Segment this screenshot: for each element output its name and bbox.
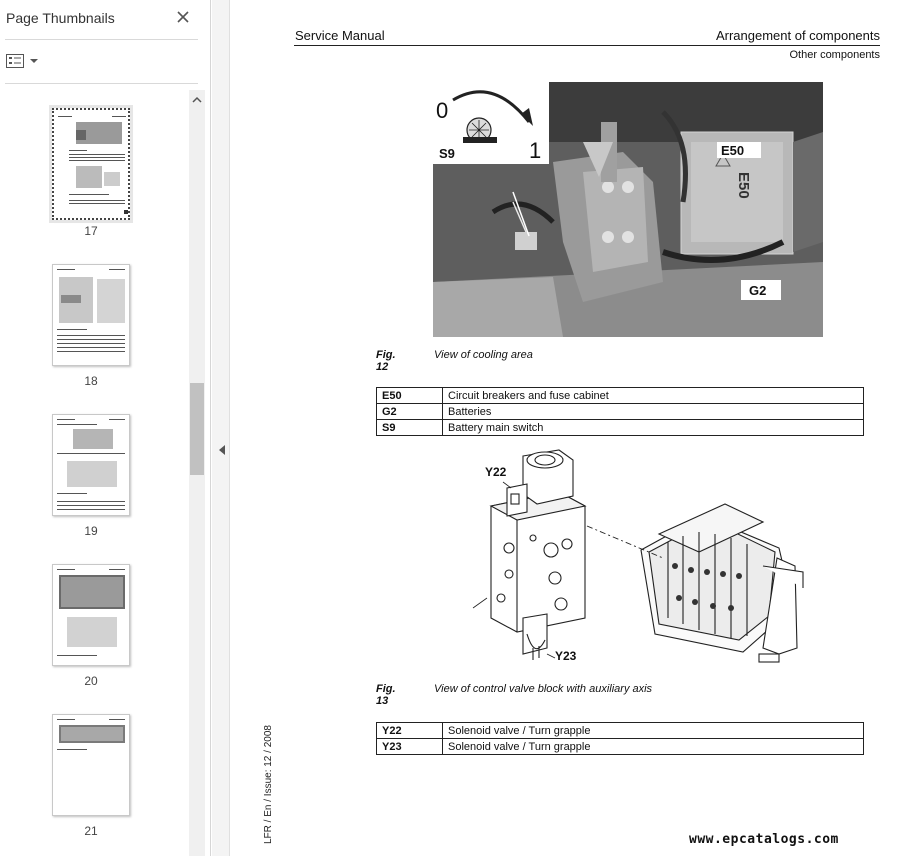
label-e50: E50 <box>721 143 745 158</box>
legend-code: S9 <box>377 420 443 436</box>
table-row <box>377 420 864 436</box>
label-g2: G2 <box>749 283 767 298</box>
label-y22: Y22 <box>485 465 507 479</box>
page-number-label: 18 <box>84 374 98 388</box>
control-valve-diagram <box>463 448 813 678</box>
divider <box>5 83 198 84</box>
divider <box>5 39 198 40</box>
panel-splitter[interactable] <box>212 0 230 856</box>
legend-desc: Batteries <box>443 404 864 420</box>
close-panel-button[interactable] <box>172 6 194 28</box>
figure-caption: View of cooling area <box>434 349 533 361</box>
close-icon <box>176 10 190 24</box>
page-thumbnail-20[interactable] <box>52 564 130 666</box>
legend-desc: Battery main switch <box>443 420 864 436</box>
legend-code: G2 <box>377 404 443 420</box>
panel-title: Page Thumbnails <box>6 10 115 26</box>
header-rule <box>294 45 880 46</box>
scroll-up-button[interactable] <box>189 90 205 108</box>
header-right: Arrangement of components <box>715 28 880 43</box>
thumbnail-options-button[interactable] <box>6 52 42 70</box>
legend-desc: Circuit breakers and fuse cabinet <box>443 388 864 404</box>
table-row <box>377 739 864 755</box>
document-page <box>231 0 901 856</box>
issue-side-text: LFR / En / Issue: 12 / 2008 <box>263 725 274 844</box>
header-left: Service Manual <box>295 28 385 43</box>
chevron-down-icon <box>30 58 38 64</box>
label-e50-rotated: E50 <box>735 172 752 199</box>
collapse-left-icon[interactable] <box>217 444 227 456</box>
thumbnail-scrollbar[interactable] <box>189 90 205 856</box>
table-row <box>377 388 864 404</box>
thumbnail-list <box>0 90 189 856</box>
legend-code: Y23 <box>377 739 443 755</box>
page-thumbnail-17[interactable] <box>52 108 130 220</box>
page-number-label: 17 <box>84 224 98 238</box>
figure-caption: View of control valve block with auxiliary axis <box>434 683 653 695</box>
figure-number: Fig. 13 <box>376 683 396 707</box>
legend-table-1 <box>376 387 864 436</box>
switch-position-0: 0 <box>436 98 449 123</box>
label-s9: S9 <box>439 146 455 161</box>
page-thumbnail-19[interactable] <box>52 414 130 516</box>
figure-number: Fig. 12 <box>376 349 396 373</box>
switch-position-1: 1 <box>529 138 542 163</box>
cooling-area-photo <box>433 82 823 337</box>
legend-desc: Solenoid valve / Turn grapple <box>443 739 864 755</box>
legend-table-2 <box>376 722 864 755</box>
scrollbar-thumb[interactable] <box>190 383 204 475</box>
legend-code: Y22 <box>377 723 443 739</box>
watermark-text: www.epcatalogs.com <box>689 832 839 847</box>
panel-header <box>0 0 211 38</box>
page-thumbnail-21[interactable] <box>52 714 130 816</box>
thumbnails-panel <box>0 0 211 856</box>
page-thumbnail-18[interactable] <box>52 264 130 366</box>
chevron-up-icon <box>192 96 202 103</box>
page-number-label: 20 <box>84 674 98 688</box>
legend-code: E50 <box>377 388 443 404</box>
table-row <box>377 723 864 739</box>
thumbnail-options-icon <box>6 54 24 68</box>
page-number-label: 21 <box>84 824 98 838</box>
label-y23: Y23 <box>555 649 577 663</box>
page-number-label: 19 <box>84 524 98 538</box>
table-row <box>377 404 864 420</box>
header-subtitle: Other components <box>789 49 880 61</box>
legend-desc: Solenoid valve / Turn grapple <box>443 723 864 739</box>
